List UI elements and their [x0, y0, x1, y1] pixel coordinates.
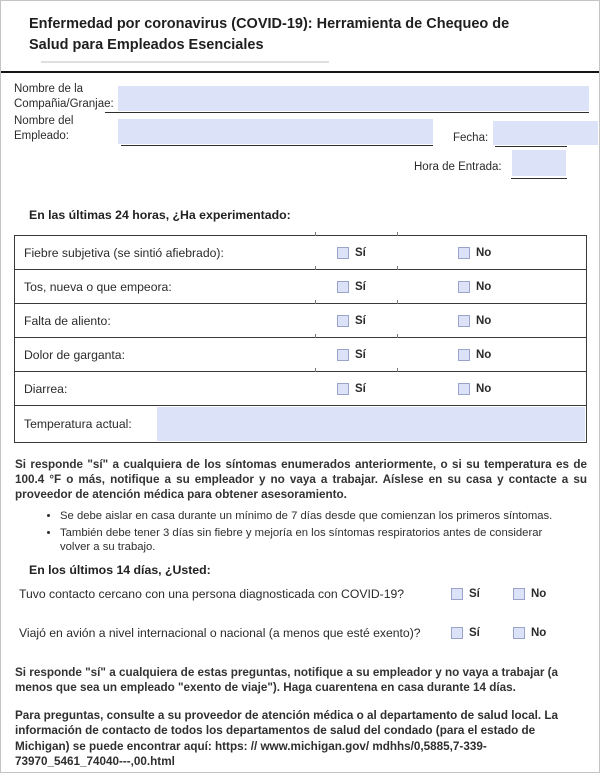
yes-checkbox[interactable]: [337, 315, 349, 327]
entry-time-input[interactable]: [512, 150, 566, 176]
title-underline-artifact: [41, 61, 329, 63]
symptom-label: Dolor de garganta:: [24, 347, 125, 362]
contact-info-paragraph: Para preguntas, consulte a su proveedor de atención médica o al departamento de salud local. La información de contacto de todos los departamentos de salud del condado (para el estado de Michigan) se puede encontrar aquí: https: // www.michigan.gov/ mdhhs/0,5885,7-339-73970_5461_74040---,00.html: [15, 708, 558, 768]
employee-label: [14, 114, 73, 144]
question-text: Viajó en avión a nivel internacional o nacional (a menos que esté exento)?: [19, 625, 421, 640]
no-checkbox[interactable]: [458, 281, 470, 293]
yes-label: Sí: [355, 382, 366, 395]
company-label: [14, 82, 114, 112]
no-label: No: [531, 587, 547, 600]
yes-checkbox[interactable]: [337, 383, 349, 395]
symptom-label: Diarrea:: [24, 381, 68, 396]
column-tick: [315, 266, 316, 270]
question-row: [19, 587, 599, 619]
no-label: No: [476, 280, 492, 293]
yes-checkbox[interactable]: [337, 281, 349, 293]
employee-input-underline: [121, 145, 433, 146]
table-row: [15, 337, 586, 371]
employee-label-line2: Empleado:: [14, 130, 69, 142]
yes-checkbox[interactable]: [337, 247, 349, 259]
entry-time-label: Hora de Entrada:: [414, 161, 502, 173]
no-checkbox[interactable]: [458, 349, 470, 361]
yes-label: Sí: [355, 348, 366, 361]
advice-bullet: • Se debe aislar en casa durante un mínimo de 7 días desde que comienzan los primeros síntomas.: [60, 509, 554, 524]
symptom-label: Falta de aliento:: [24, 313, 111, 328]
no-label: No: [476, 348, 492, 361]
no-checkbox[interactable]: [513, 627, 525, 639]
symptoms-table: [14, 235, 587, 443]
yes-label: Sí: [469, 587, 480, 600]
company-input-underline: [105, 112, 589, 113]
column-tick: [397, 232, 398, 236]
yes-label: Sí: [355, 246, 366, 259]
no-checkbox[interactable]: [513, 588, 525, 600]
table-row: [15, 269, 586, 303]
advice-bullet-list: [60, 509, 554, 555]
table-row: [15, 371, 586, 405]
exposure-questions: [19, 587, 599, 658]
column-tick: [397, 300, 398, 304]
no-label: No: [476, 314, 492, 327]
yes-checkbox[interactable]: [451, 588, 463, 600]
yes-checkbox[interactable]: [337, 349, 349, 361]
no-label: No: [476, 382, 492, 395]
employee-input[interactable]: [118, 119, 433, 144]
column-tick: [397, 334, 398, 338]
company-input[interactable]: [118, 86, 589, 111]
employee-label-line1: Nombre del: [14, 115, 74, 127]
company-label-line1: Nombre de la: [14, 83, 84, 95]
column-tick: [397, 368, 398, 372]
date-input-underline: [495, 146, 567, 147]
yes-label: Sí: [355, 314, 366, 327]
date-input[interactable]: [493, 121, 598, 145]
temperature-input[interactable]: [157, 407, 585, 441]
no-checkbox[interactable]: [458, 247, 470, 259]
company-label-line2: Compañia/Granjae:: [14, 98, 114, 110]
no-label: No: [531, 626, 547, 639]
column-tick: [315, 368, 316, 372]
table-row: [15, 303, 586, 337]
no-checkbox[interactable]: [458, 383, 470, 395]
symptom-label: Fiebre subjetiva (se sintió afiebrado):: [24, 245, 224, 260]
table-row: [15, 236, 586, 269]
temperature-label: Temperatura actual:: [24, 417, 132, 431]
header-form: [1, 73, 599, 189]
symptom-label: Tos, nueva o que empeora:: [24, 279, 172, 294]
symptom-advice-paragraph: Si responde "sí" a cualquiera de los síntomas enumerados anteriormente, o si su temperatura es de 100.4 °F o más, notifique a su empleador y no vaya a trabajar. Aíslese en su casa y contacte a su proveedor de atención médica para obtener asesoramiento.: [15, 458, 587, 501]
page-title: Enfermedad por coronavirus (COVID-19): Herramienta de Chequeo de Salud para Empleados Esenciales: [29, 16, 510, 53]
date-label: Fecha:: [453, 132, 489, 144]
exposure-heading: En los últimos 14 días, ¿Usted:: [29, 562, 211, 577]
quarantine-note-paragraph: Si responde "sí" a cualquiera de estas preguntas, notifique a su empleador y no vaya a trabajar (a menos que sea un empleado "exento de viaje"). Haga cuarentena en casa durante 14 días.: [15, 665, 559, 694]
column-tick: [397, 266, 398, 270]
entry-time-input-underline: [511, 178, 567, 179]
no-checkbox[interactable]: [458, 315, 470, 327]
column-tick: [315, 232, 316, 236]
column-tick: [315, 300, 316, 304]
column-tick: [315, 334, 316, 338]
yes-label: Sí: [469, 626, 480, 639]
question-row: [19, 626, 599, 658]
yes-checkbox[interactable]: [451, 627, 463, 639]
question-text: Tuvo contacto cercano con una persona diagnosticada con COVID-19?: [19, 586, 405, 601]
table-row-temperature: [15, 405, 586, 442]
symptoms-heading: En las últimas 24 horas, ¿Ha experimentado:: [29, 208, 291, 222]
advice-bullet: • También debe tener 3 días sin fiebre y mejoría en los síntomas respiratorios antes de considerar volver a su trabajo.: [60, 526, 554, 555]
yes-label: Sí: [355, 280, 366, 293]
no-label: No: [476, 246, 492, 259]
